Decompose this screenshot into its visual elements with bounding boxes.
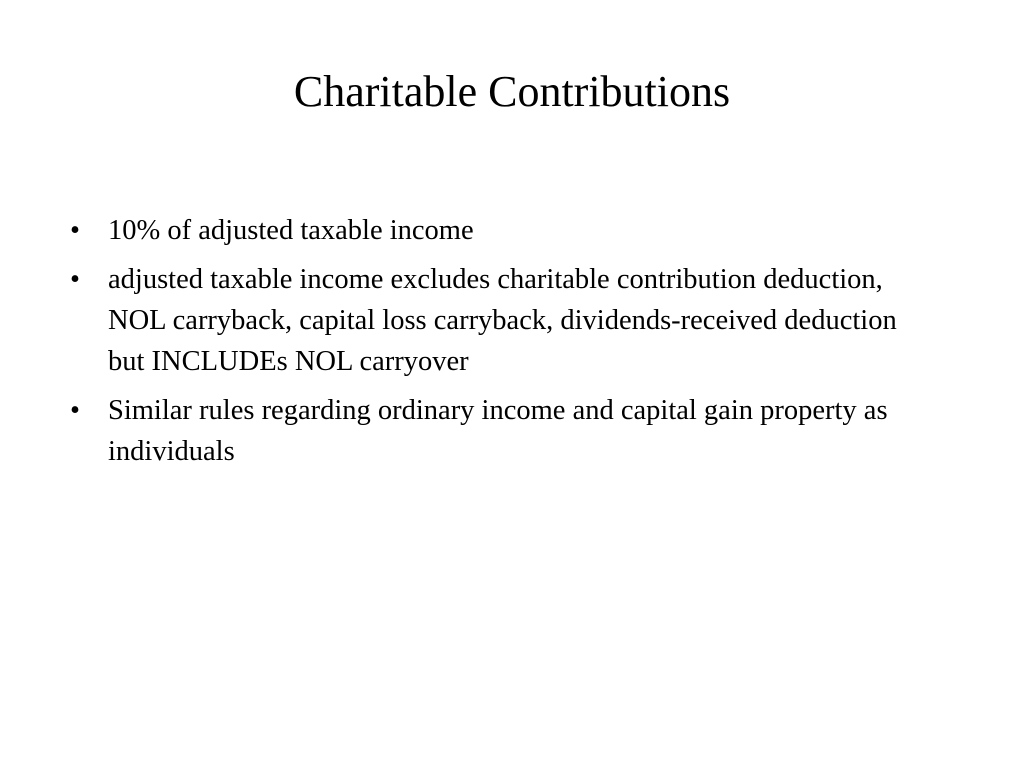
bullet-text: Similar rules regarding ordinary income and capital gain property as individuals (108, 395, 888, 467)
bullet-item (70, 210, 910, 251)
bullet-icon: • (70, 215, 80, 246)
bullet-text: 10% of adjusted taxable income (108, 215, 474, 246)
bullet-icon: • (70, 264, 80, 295)
bullet-list (70, 210, 910, 480)
bullet-item (70, 390, 910, 472)
bullet-item (70, 259, 910, 382)
bullet-text: adjusted taxable income excludes charitable contribution deduction, NOL carryback, capital loss carryback, dividends-received deduction but INCLUDEs NOL carryover (108, 264, 897, 377)
bullet-icon: • (70, 395, 80, 426)
slide-title: Charitable Contributions (293, 67, 731, 116)
